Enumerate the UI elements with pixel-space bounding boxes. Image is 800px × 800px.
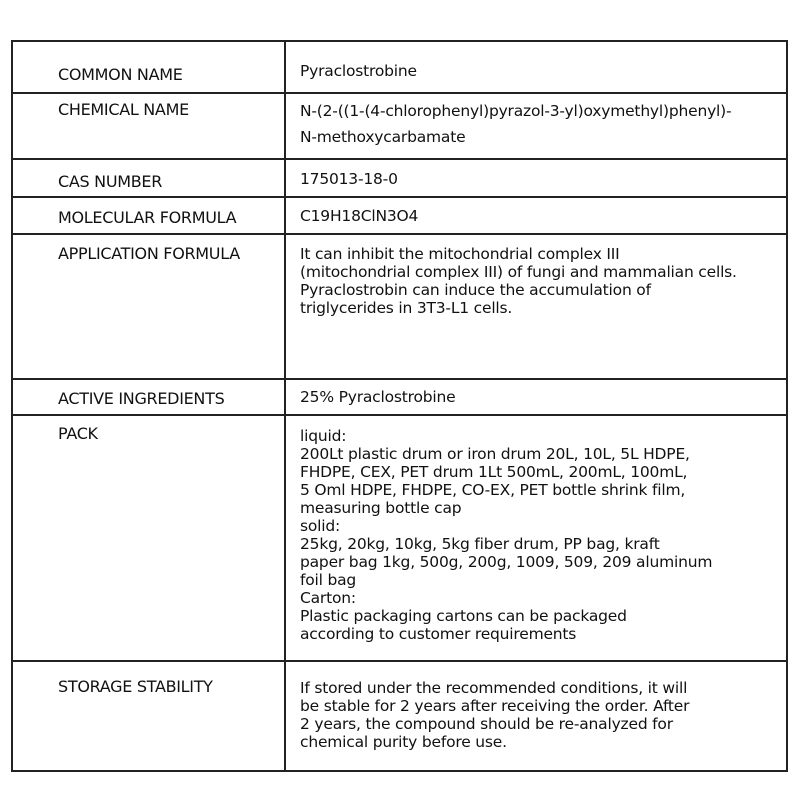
- value-line: 25% Pyraclostrobine: [300, 388, 456, 406]
- label-molecular-formula: MOLECULAR FORMULA: [58, 208, 237, 227]
- row-active-ingredients: [13, 380, 786, 416]
- value-line: N-methoxycarbamate: [300, 128, 466, 146]
- value-line: measuring bottle cap: [300, 499, 462, 517]
- value-storage-stability: [300, 679, 786, 751]
- value-line: (mitochondrial complex III) of fungi and mammalian cells.: [300, 263, 737, 281]
- value-application-formula: [300, 245, 786, 317]
- label-cas-number: CAS NUMBER: [58, 172, 163, 191]
- row-cas-number: [13, 160, 786, 198]
- row-pack: [13, 416, 786, 662]
- row-chemical-name: [13, 94, 786, 160]
- label-storage-stability: STORAGE STABILITY: [58, 677, 213, 696]
- row-storage-stability: [13, 662, 786, 770]
- value-common-name: [300, 58, 786, 84]
- value-line: solid:: [300, 517, 341, 535]
- value-line: 25kg, 20kg, 10kg, 5kg fiber drum, PP bag, kraft: [300, 535, 660, 553]
- value-line: triglycerides in 3T3-L1 cells.: [300, 299, 513, 317]
- specification-table: [11, 40, 788, 772]
- label-pack: PACK: [58, 424, 98, 443]
- value-line: paper bag 1kg, 500g, 200g, 1009, 509, 209 aluminum: [300, 553, 713, 571]
- value-chemical-name: [300, 98, 786, 150]
- value-line: Plastic packaging cartons can be packaged: [300, 607, 627, 625]
- value-line: 175013-18-0: [300, 170, 398, 188]
- value-line: foil bag: [300, 571, 357, 589]
- value-line: be stable for 2 years after receiving the order. After: [300, 697, 690, 715]
- value-line: Pyraclostrobine: [300, 62, 417, 80]
- value-active-ingredients: [300, 384, 786, 410]
- value-line: If stored under the recommended conditions, it will: [300, 679, 688, 697]
- value-line: liquid:: [300, 427, 347, 445]
- value-line: N-(2-((1-(4-chlorophenyl)pyrazol-3-yl)oxymethyl)phenyl)-: [300, 102, 732, 120]
- value-line: 200Lt plastic drum or iron drum 20L, 10L, 5L HDPE,: [300, 445, 690, 463]
- value-line: Pyraclostrobin can induce the accumulation of: [300, 281, 651, 299]
- value-molecular-formula: [300, 203, 786, 229]
- label-common-name: COMMON NAME: [58, 65, 183, 84]
- value-line: C19H18ClN3O4: [300, 207, 419, 225]
- value-cas-number: [300, 166, 786, 192]
- value-line: according to customer requirements: [300, 625, 577, 643]
- value-line: Carton:: [300, 589, 356, 607]
- label-chemical-name: CHEMICAL NAME: [58, 100, 189, 119]
- row-molecular-formula: [13, 198, 786, 235]
- row-common-name: [13, 42, 786, 94]
- value-line: 5 Oml HDPE, FHDPE, CO-EX, PET bottle shrink film,: [300, 481, 686, 499]
- label-application-formula: APPLICATION FORMULA: [58, 244, 240, 263]
- row-application-formula: [13, 235, 786, 380]
- value-line: FHDPE, CEX, PET drum 1Lt 500mL, 200mL, 100mL,: [300, 463, 688, 481]
- value-line: It can inhibit the mitochondrial complex III: [300, 245, 620, 263]
- value-pack: [300, 427, 786, 643]
- value-line: 2 years, the compound should be re-analyzed for: [300, 715, 673, 733]
- label-active-ingredients: ACTIVE INGREDIENTS: [58, 389, 225, 408]
- value-line: chemical purity before use.: [300, 733, 507, 751]
